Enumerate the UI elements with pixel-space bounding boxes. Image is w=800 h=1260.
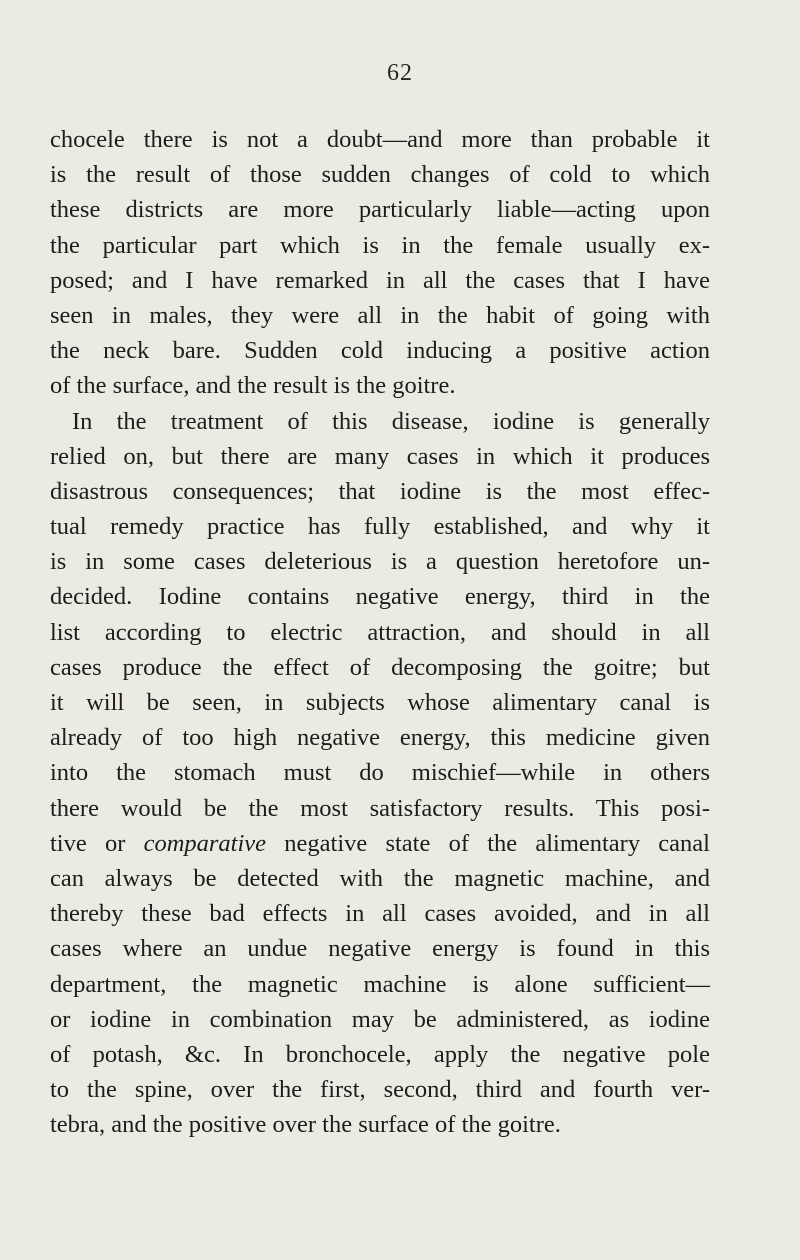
- paragraph-end-line: tebra, and the positive over the surface of the goitre.: [50, 1111, 561, 1139]
- text-line: list according to electric attraction, and should in all: [50, 618, 710, 646]
- text-line-with-italic: [50, 826, 710, 861]
- text-line: seen in males, they were all in the habit of going with: [50, 301, 710, 329]
- paragraph-start-line: In the treatment of this disease, iodine is generally: [72, 407, 710, 435]
- text-line: posed; and I have remarked in all the cases that I have: [50, 266, 710, 294]
- text-line: disastrous consequences; that iodine is the most effec-: [50, 477, 710, 505]
- text-line: decided. Iodine contains negative energy, third in the: [50, 583, 710, 611]
- text-line: can always be detected with the magnetic machine, and: [50, 864, 710, 892]
- text-line: is the result of those sudden changes of cold to which: [50, 161, 710, 189]
- text-line: the neck bare. Sudden cold inducing a positive action: [50, 337, 710, 365]
- page-number: 62: [387, 60, 413, 86]
- text-line: or iodine in combination may be administered, as iodine: [50, 1005, 710, 1033]
- italic-term: comparative: [143, 829, 267, 857]
- text-line: chocele there is not a doubt—and more than probable it: [50, 126, 710, 153]
- text-line: there would be the most satisfactory results. This posi-: [50, 794, 710, 822]
- text-line: cases where an undue negative energy is found in this: [50, 935, 710, 963]
- text-line: into the stomach must do mischief—while in others: [50, 759, 710, 787]
- text-line: the particular part which is in the female usually ex-: [50, 231, 710, 259]
- text-line: of potash, &c. In bronchocele, apply the negative pole: [50, 1040, 710, 1068]
- body-text: [50, 122, 710, 1142]
- text-line: it will be seen, in subjects whose alimentary canal is: [50, 689, 710, 716]
- text-line: cases produce the effect of decomposing the goitre; but: [50, 653, 710, 681]
- text-line: is in some cases deleterious is a question heretofore un-: [50, 548, 710, 576]
- text-line: these districts are more particularly liable—acting upon: [50, 196, 710, 224]
- text-line: relied on, but there are many cases in which it produces: [50, 442, 710, 470]
- paragraph-end-line: of the surface, and the result is the goitre.: [50, 372, 456, 400]
- text-segment: negative state of the alimentary canal: [266, 829, 710, 857]
- text-line: department, the magnetic machine is alone sufficient—: [50, 970, 710, 998]
- text-segment: tive or: [50, 829, 144, 857]
- text-line: tual remedy practice has fully established, and why it: [50, 513, 710, 541]
- text-line: to the spine, over the first, second, third and fourth ver-: [50, 1076, 710, 1104]
- text-line: already of too high negative energy, this medicine given: [50, 724, 710, 752]
- text-line: thereby these bad effects in all cases avoided, and in all: [50, 900, 710, 928]
